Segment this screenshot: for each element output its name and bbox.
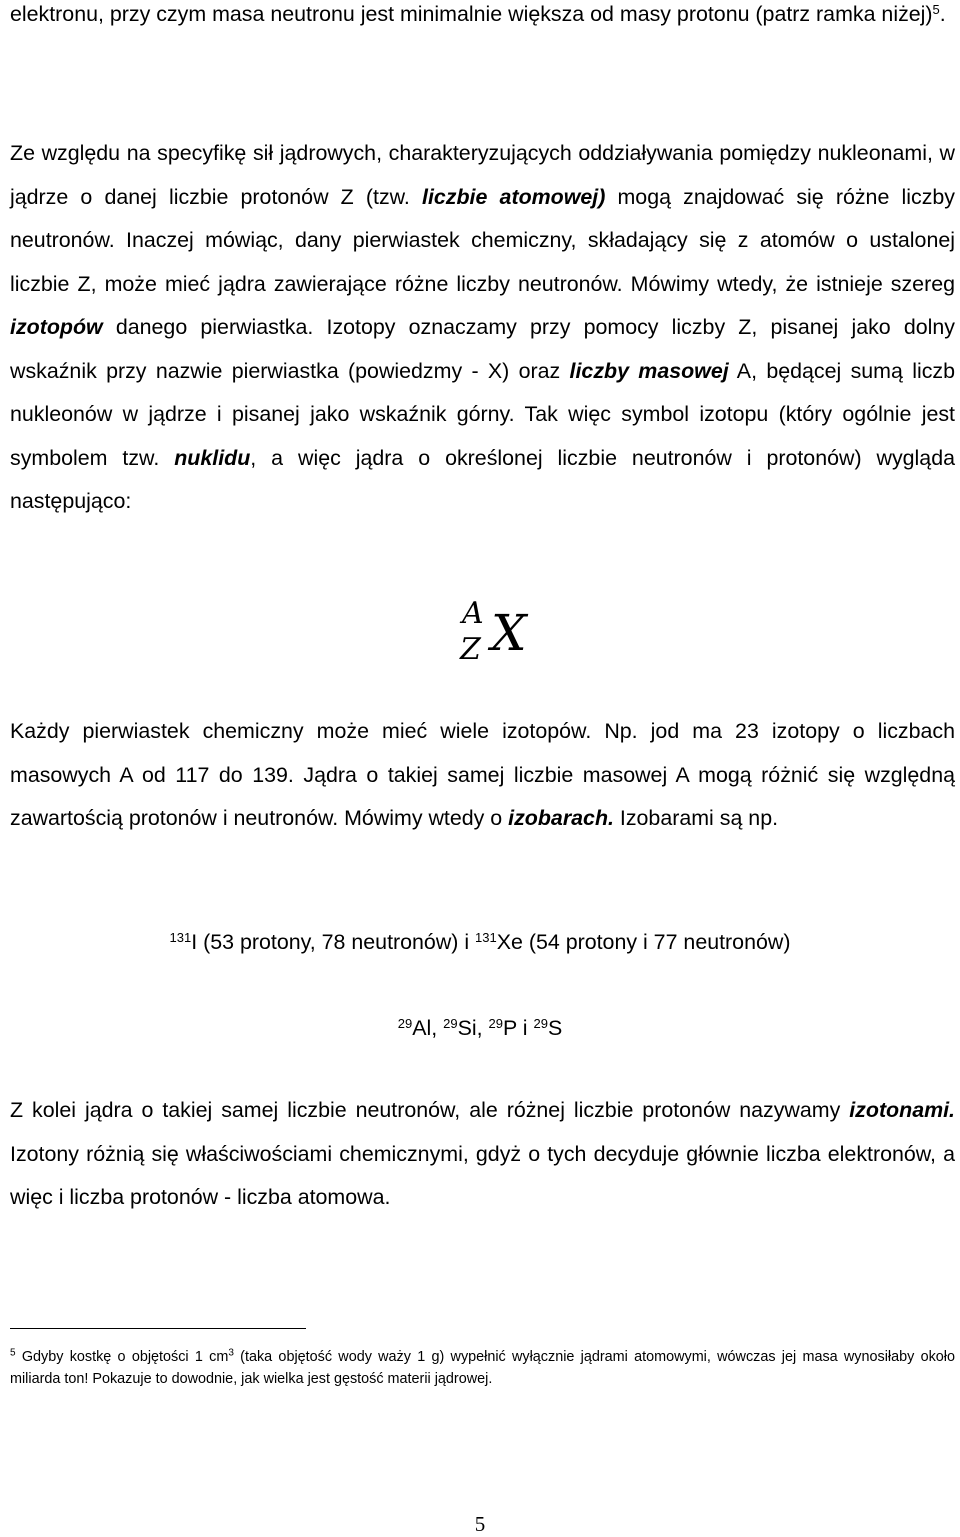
formula-element-symbol: X [491, 604, 527, 662]
text: Xe (54 protony i 77 neutronów) [496, 930, 791, 954]
mass-number: 29 [397, 1015, 413, 1031]
text: Si, [457, 1016, 489, 1040]
text: danego pierwiastka. Izotopy oznaczamy przy pomocy liczby Z, pisanej jako dolny wskaźnik przy nazwie pierwiastka (powiedzmy - X) oraz [10, 315, 955, 383]
text: . [939, 2, 946, 26]
mass-number: 131 [169, 929, 192, 945]
text: , a więc jądra o określonej liczbie neutronów i protonów) wygląda następująco: [10, 445, 955, 513]
term-atomic-number: liczbie atomowej) [422, 184, 606, 209]
term-isotones: izotonami. [849, 1098, 955, 1122]
exponent: 3 [228, 1347, 234, 1359]
paragraph-isotones [10, 1089, 955, 1220]
term-mass-number: liczby masowej [569, 358, 729, 383]
formula-mass-number: A [462, 596, 484, 631]
paragraph-intro-continued [10, 0, 955, 37]
nuclide-formula [458, 596, 558, 676]
text: elektronu, przy czym masa neutronu jest minimalnie większa od masy protonu (patrz ramka niżej) [10, 2, 933, 26]
text: Każdy pierwiastek chemiczny może mieć wiele izotopów. Np. jod ma 23 izotopy o liczbach masowych A od 117 do 139. Jądra o takiej samej liczbie masowej A mogą różnić się względną zawartością protonów i neutronów. Mówimy wtedy o [10, 719, 955, 830]
paragraph-isobars [10, 710, 955, 841]
text: S [547, 1016, 563, 1040]
mass-number: 29 [488, 1015, 503, 1031]
text: Ze względu na specyfikę sił jądrowych, charakteryzujących oddziaływania pomiędzy nukleonami, w jądrze o danej liczbie protonów Z (tzw. [10, 141, 955, 209]
term-isotopes: izotopów [10, 315, 103, 339]
page-number: 5 [474, 1512, 486, 1536]
text: I (53 protony, 78 neutronów) i [191, 930, 476, 954]
text: (taka objętość wody waży 1 g) wypełnić wyłącznie jądrami atomowymi, wówczas jej masa wynosiłaby około miliarda ton! Pokazuje to dowodnie, jak wielka jest gęstość materii jądrowej. [10, 1349, 955, 1387]
text: mogą znajdować się różne liczby neutronów. Inaczej mówiąc, dany pierwiastek chemiczny, składający się z atomów o ustalonej liczbie Z, może mieć jądra zawierające różne liczby neutronów. Mówimy wtedy, że istnieje szereg [10, 184, 955, 296]
mass-number: 131 [475, 929, 497, 945]
footnote-number: 5 [10, 1347, 16, 1359]
term-isobars: izobarach. [508, 806, 614, 830]
mass-number: 29 [533, 1015, 548, 1031]
paragraph-isotopes [10, 132, 955, 524]
isobar-example-iodine-xenon [0, 930, 960, 955]
text: Z kolei jądra o takiej samej liczbie neutronów, ale różnej liczbie protonów nazywamy [10, 1098, 850, 1122]
formula-atomic-number: Z [460, 632, 481, 667]
footnote-separator [10, 1328, 306, 1329]
text: Al, [412, 1016, 444, 1040]
footnote-ref[interactable]: 5 [932, 1, 940, 17]
text: Gdyby kostkę o objętości 1 cm [15, 1349, 229, 1365]
isobar-example-mass-29 [0, 1016, 960, 1041]
footnote [10, 1346, 955, 1390]
text: A, będącej sumą liczb nukleonów w jądrze i pisanej jako wskaźnik górny. Tak więc symbol izotopu (który ogólnie jest symbolem tzw. [10, 358, 955, 470]
mass-number: 29 [443, 1015, 458, 1031]
text: Izobarami są np. [613, 806, 779, 830]
text: Izotony różnią się właściwościami chemicznymi, gdyż o tych decyduje głównie liczba elektronów, a więc i liczba protonów - liczba atomowa. [10, 1141, 955, 1209]
text: P i [502, 1016, 534, 1040]
term-nuclide: nuklidu [174, 445, 251, 470]
